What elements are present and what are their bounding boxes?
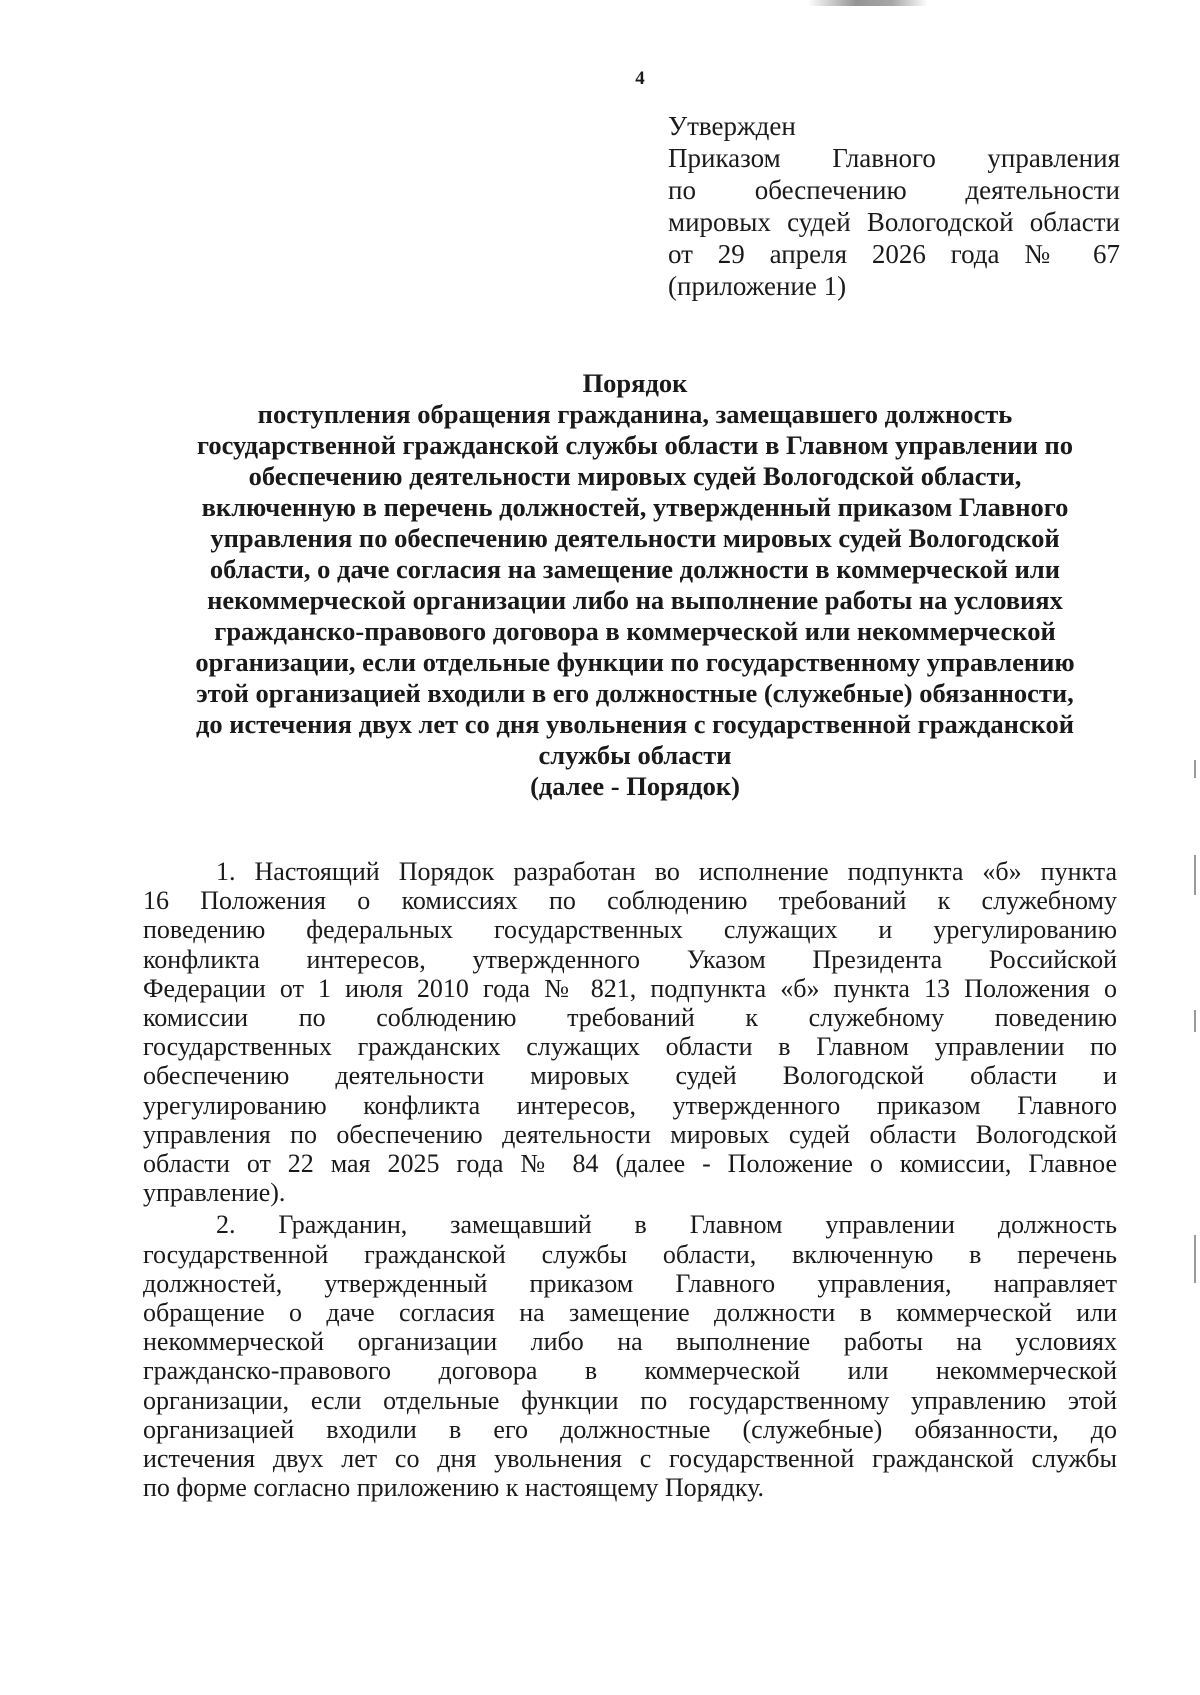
scan-artifact (1194, 1010, 1196, 1032)
paragraph-line: истечения двух лет со дня увольнения с государственной гражданской службы (143, 1444, 1117, 1474)
scan-artifact (1194, 855, 1196, 895)
title-line: службы области (538, 740, 732, 770)
approval-line: (приложение 1) (668, 271, 847, 301)
approval-line: Утвержден (668, 111, 796, 141)
paragraph-line: государственных гражданских служащих области в Главном управлении по (143, 1032, 1117, 1062)
title-line: государственной гражданской службы области в Главном управлении по (196, 430, 1074, 460)
paragraph-line: 1. Настоящий Порядок разработан во исполнение подпункта «б» пункта (216, 857, 1117, 886)
paragraph-2 (143, 1210, 1117, 1502)
title-line: области, о даче согласия на замещение должности в коммерческой или (209, 554, 1061, 584)
approval-line: мировых судей Вологодской области (668, 207, 1120, 237)
scan-artifact (808, 0, 928, 6)
paragraph-line: обеспечению деятельности мировых судей Вологодской области и (143, 1061, 1117, 1091)
scan-artifact (1194, 1235, 1196, 1283)
paragraph-line: управления по обеспечению деятельности мировых судей области Вологодской (143, 1119, 1117, 1149)
approval-line: от 29 апреля 2026 года № 67 (668, 239, 1120, 269)
document-title (150, 368, 1120, 802)
paragraph-line: должностей, утвержденный приказом Главного управления, направляет (143, 1268, 1117, 1298)
paragraph-line: конфликта интересов, утвержденного Указом Президента Российской (143, 944, 1117, 974)
page-number: 4 (635, 68, 645, 89)
title-line: обеспечению деятельности мировых судей Вологодской области, (248, 461, 1022, 491)
title-line: гражданско-правового договора в коммерческой или некоммерческой (214, 616, 1056, 646)
title-line: до истечения двух лет со дня увольнения с государственной гражданской (195, 709, 1075, 739)
title-line: некоммерческой организации либо на выполнение работы на условиях (207, 585, 1063, 615)
paragraph-line: поведению федеральных государственных служащих и урегулированию (143, 915, 1117, 945)
paragraph-line: Федерации от 1 июля 2010 года № 821, подпункта «б» пункта 13 Положения о (143, 973, 1117, 1003)
approval-line: по обеспечению деятельности (668, 175, 1120, 205)
paragraph-line: урегулированию конфликта интересов, утвержденного приказом Главного (143, 1090, 1117, 1120)
approval-line: Приказом Главного управления (668, 143, 1120, 173)
title-line: управления по обеспечению деятельности мировых судей Вологодской (210, 523, 1060, 553)
document-body (143, 857, 1117, 1502)
title-line: организации, если отдельные функции по государственному управлению (195, 647, 1075, 677)
paragraph-line: некоммерческой организации либо на выполнение работы на условиях (143, 1327, 1117, 1357)
paragraph-line: 2. Гражданин, замещавший в Главном управлении должность (216, 1210, 1117, 1240)
paragraph-line: государственной гражданской службы области, включенную в перечень (143, 1239, 1117, 1269)
paragraph-line: организацией входили в его должностные (служебные) обязанности, до (143, 1414, 1117, 1444)
paragraph-line: обращение о даче согласия на замещение должности в коммерческой или (143, 1298, 1117, 1328)
approval-stamp-block (668, 110, 1120, 302)
title-heading: Порядок (582, 368, 688, 398)
paragraph-line: области от 22 мая 2025 года № 84 (далее - Положение о комиссии, Главное (143, 1149, 1117, 1179)
title-line: поступления обращения гражданина, замещавшего должность (257, 399, 1013, 429)
paragraph-line: комиссии по соблюдению требований к служебному поведению (143, 1003, 1117, 1033)
paragraph-line: гражданско-правового договора в коммерческой или некоммерческой (143, 1356, 1117, 1386)
paragraph-line: управление). (143, 1178, 286, 1208)
paragraph-line: по форме согласно приложению к настоящему Порядку. (143, 1473, 765, 1503)
scan-artifact (1194, 760, 1196, 778)
title-line: включенную в перечень должностей, утвержденный приказом Главного (201, 492, 1069, 522)
paragraph-1 (143, 857, 1117, 1207)
title-line: (далее - Порядок) (530, 771, 740, 801)
title-line: этой организацией входили в его должностные (служебные) обязанности, (196, 678, 1074, 708)
paragraph-line: 16 Положения о комиссиях по соблюдению требований к служебному (143, 886, 1117, 916)
paragraph-line: организации, если отдельные функции по государственному управлению этой (143, 1385, 1117, 1415)
